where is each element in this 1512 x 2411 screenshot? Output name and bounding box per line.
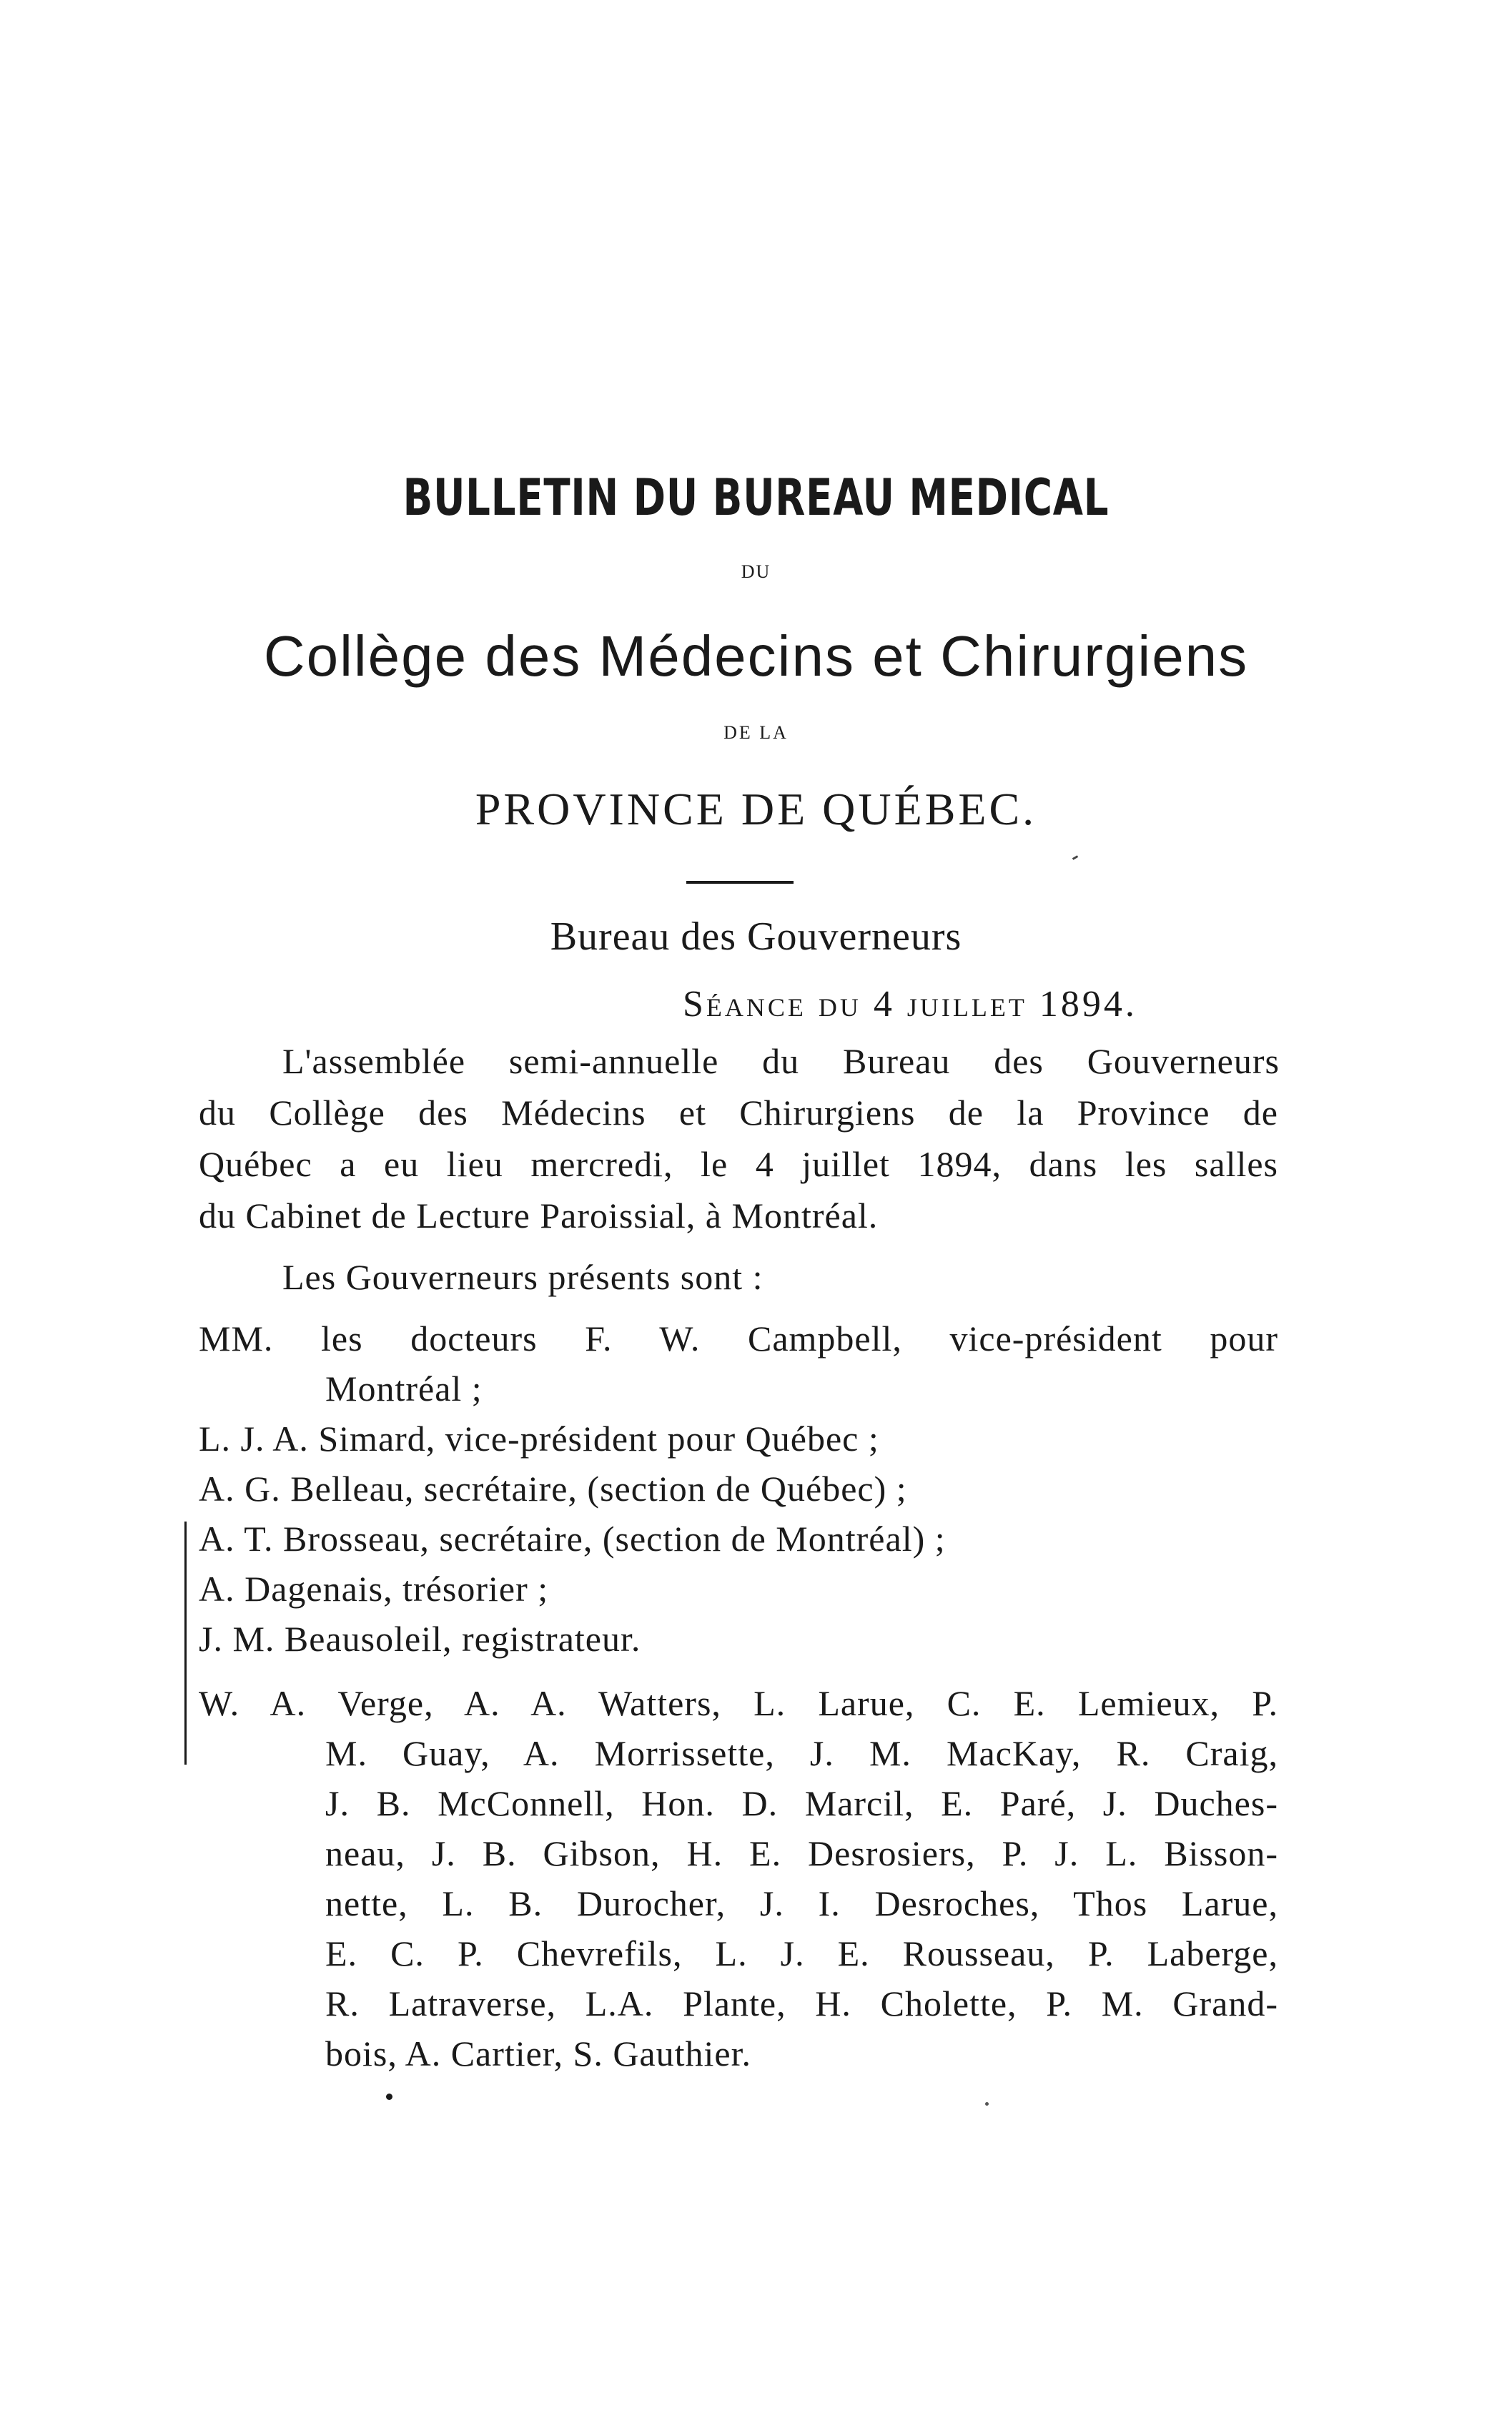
college-title: Collège des Médecins et Chirurgiens <box>263 624 1249 688</box>
body-line-2: du Collège des Médecins et Chirurgiens de la Province de <box>199 1093 1278 1133</box>
body-line-9: A. G. Belleau, secrétaire, (section de Québec) ; <box>199 1469 907 1509</box>
body-line-10: A. T. Brosseau, secrétaire, (section de Montréal) ; <box>199 1519 946 1559</box>
seance-date: Séance du 4 juillet 1894. <box>683 984 1137 1025</box>
section-rule <box>686 881 794 884</box>
body-line-8: L. J. A. Simard, vice-président pour Québec ; <box>199 1419 879 1459</box>
body-line-20: bois, A. Cartier, S. Gauthier. <box>325 2033 751 2074</box>
du-connector: DU <box>741 561 771 582</box>
body-line-19: R. Latraverse, L.A. Plante, H. Cholette, P. M. Grand- <box>325 1983 1278 2023</box>
body-line-12: J. M. Beausoleil, registrateur. <box>199 1619 641 1659</box>
bureau-title: Bureau des Gouverneurs <box>550 914 962 959</box>
province-title: PROVINCE DE QUÉBEC. <box>475 784 1037 834</box>
ink-speck <box>386 2094 392 2100</box>
body-line-6: MM. les docteurs F. W. Campbell, vice-président pour <box>199 1318 1278 1359</box>
body-line-13: W. A. Verge, A. A. Watters, L. Larue, C. E. Lemieux, P. <box>199 1683 1278 1723</box>
body-line-17: nette, L. B. Durocher, J. I. Desroches, Thos Larue, <box>325 1883 1278 1923</box>
ink-speck <box>1072 855 1078 860</box>
body-line-18: E. C. P. Chevrefils, L. J. E. Rousseau, P. Laberge, <box>325 1933 1278 1973</box>
body-line-15: J. B. McConnell, Hon. D. Marcil, E. Paré, J. Duches- <box>325 1783 1278 1823</box>
body-line-16: neau, J. B. Gibson, H. E. Desrosiers, P. J. L. Bisson- <box>325 1833 1278 1873</box>
margin-rule <box>184 1522 187 1765</box>
body-line-1: L'assemblée semi-annuelle du Bureau des Gouverneurs <box>282 1041 1280 1081</box>
body-line-3: Québec a eu lieu mercredi, le 4 juillet 1894, dans les salles <box>199 1144 1278 1184</box>
ink-speck <box>985 2102 989 2106</box>
body-line-11: A. Dagenais, trésorier ; <box>199 1569 549 1609</box>
body-line-5: Les Gouverneurs présents sont : <box>282 1257 764 1297</box>
body-line-4: du Cabinet de Lecture Paroissial, à Montréal. <box>199 1195 879 1236</box>
body-line-14: M. Guay, A. Morrissette, J. M. MacKay, R. Craig, <box>325 1733 1278 1773</box>
bulletin-title: BULLETIN DU BUREAU MEDICAL <box>402 468 1110 527</box>
de-la-connector: DE LA <box>723 722 789 743</box>
body-line-7: Montréal ; <box>325 1369 483 1409</box>
